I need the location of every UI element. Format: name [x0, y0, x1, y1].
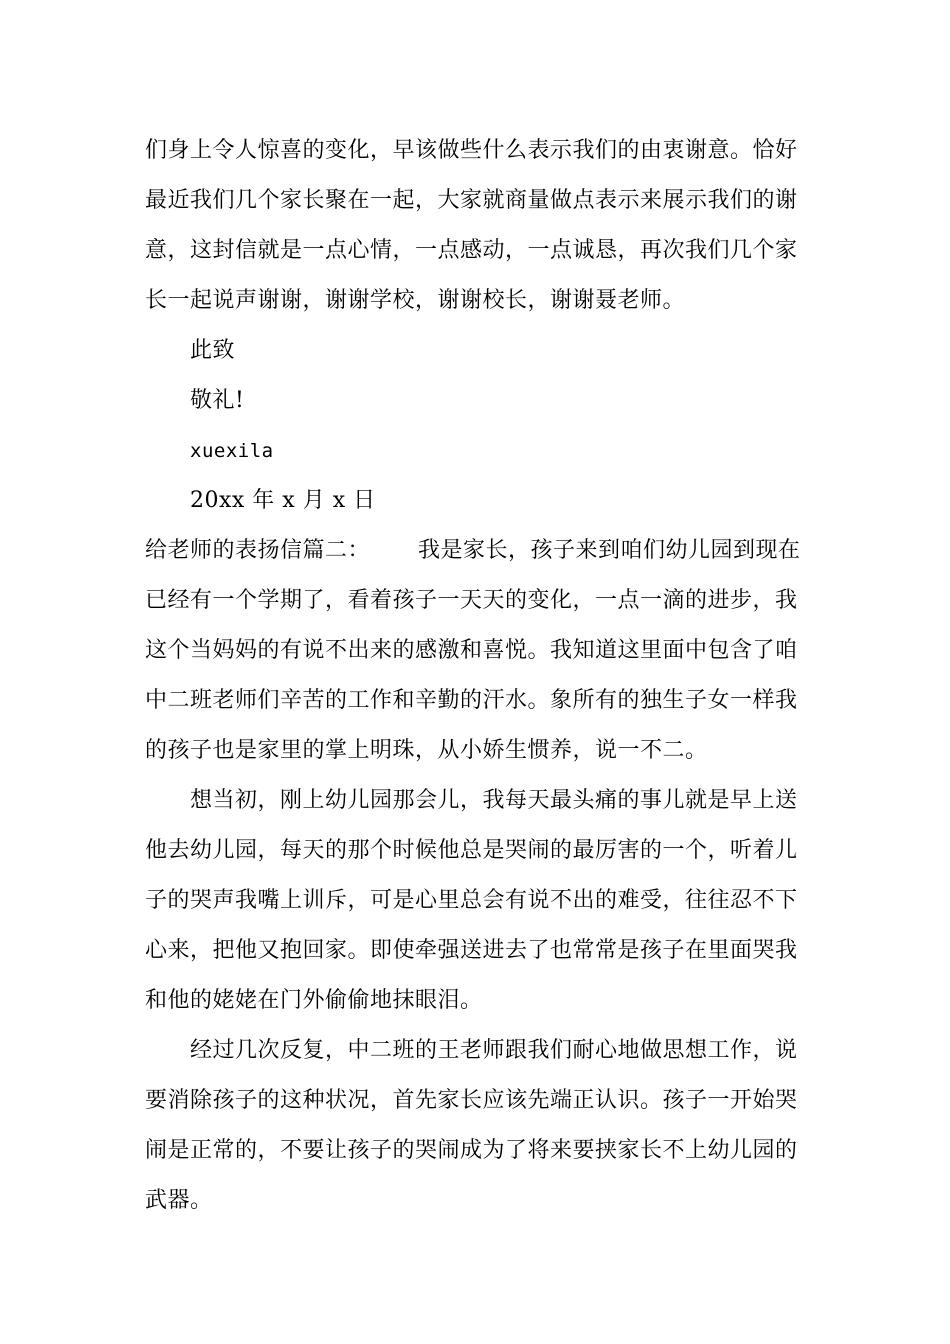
section2-first-line-rest: 我是家长，孩子来到咱们幼儿园到现在: [418, 538, 801, 563]
text-line: 和他的姥姥在门外偷偷地抹眼泪。: [145, 988, 483, 1013]
closing-jing-li: 敬礼!: [190, 388, 245, 413]
text-line: 闹是正常的，不要让孩子的哭闹成为了将来要挟家长不上幼儿园的: [145, 1138, 798, 1163]
text-line: 们身上令人惊喜的变化，早该做些什么表示我们的由衷谢意。恰好: [145, 138, 798, 163]
text-line: 的孩子也是家里的掌上明珠，从小娇生惯养，说一不二。: [145, 738, 708, 763]
text-line: 子的哭声我嘴上训斥，可是心里总会有说不出的难受，往往忍不下: [145, 888, 798, 913]
text-line: 中二班老师们辛苦的工作和辛勤的汗水。象所有的独生子女一样我: [145, 688, 798, 713]
signature: xuexila: [190, 440, 274, 462]
text-line: 心来，把他又抱回家。即使牵强送进去了也常常是孩子在里面哭我: [145, 938, 798, 963]
text-line: 要消除孩子的这种状况，首先家长应该先端正认识。孩子一开始哭: [145, 1088, 798, 1113]
text-line: 武器。: [145, 1188, 213, 1213]
text-line: 最近我们几个家长聚在一起，大家就商量做点表示来展示我们的谢: [145, 188, 798, 213]
text-line: 经过几次反复，中二班的王老师跟我们耐心地做思想工作，说: [190, 1038, 798, 1063]
text-line: 想当初，刚上幼儿园那会儿，我每天最头痛的事儿就是早上送: [190, 788, 798, 813]
text-line: 长一起说声谢谢，谢谢学校，谢谢校长，谢谢聂老师。: [145, 288, 686, 313]
text-line: 已经有一个学期了，看着孩子一天天的变化，一点一滴的进步，我: [145, 588, 798, 613]
text-line: 这个当妈妈的有说不出来的感激和喜悦。我知道这里面中包含了咱: [145, 638, 798, 663]
letter-date: 20xx 年 x 月 x 日: [190, 488, 376, 513]
closing-ci-zhi: 此致: [190, 338, 236, 363]
text-line: 他去幼儿园，每天的那个时候他总是哭闹的最厉害的一个，听着儿: [145, 838, 798, 863]
text-line: 意，这封信就是一点心情，一点感动，一点诚恳，再次我们几个家: [145, 238, 798, 263]
section2-heading: 给老师的表扬信篇二：: [145, 538, 371, 563]
section2-first-line: [145, 536, 801, 566]
